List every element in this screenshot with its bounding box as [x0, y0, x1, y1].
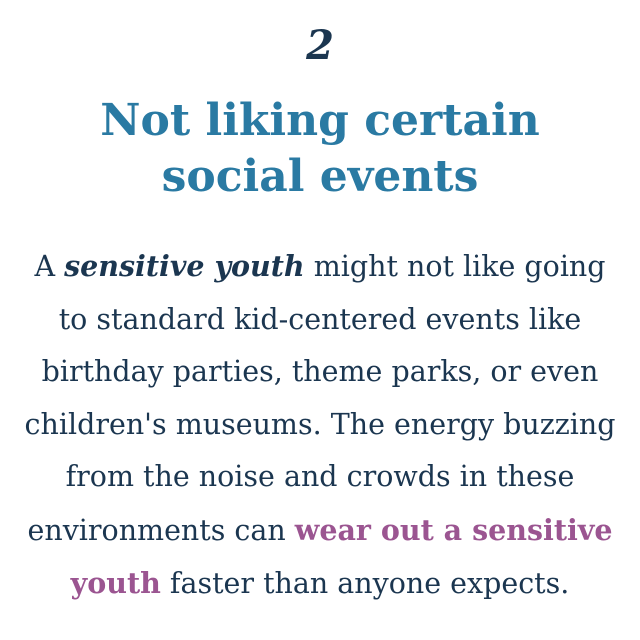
body-line-4: children's museums. The energy buzzing [24, 407, 616, 441]
body-line-3: birthday parties, theme parks, or even [41, 355, 599, 388]
body-line-2: to standard kid-centered events like [58, 302, 582, 336]
card-title-line-2: social events [161, 151, 479, 202]
emphasis-text: sensitive youth [64, 249, 305, 283]
step-number: 2 [306, 22, 334, 69]
body-text: environments can [27, 513, 295, 547]
highlight-text: wear out a sensitive [294, 512, 613, 547]
card-title [0, 93, 640, 205]
body-line-7 [20, 557, 620, 611]
body-line-6 [20, 504, 620, 558]
body-text: A [34, 250, 65, 283]
body-text: might not like going [304, 250, 606, 283]
card-body [20, 240, 620, 611]
card-title-line-1: Not liking certain [100, 95, 540, 146]
body-line-1 [20, 240, 620, 294]
body-text: faster than anyone expects. [160, 567, 570, 600]
body-line-5: from the noise and crowds in these [65, 460, 575, 493]
highlight-text: youth [70, 566, 161, 600]
